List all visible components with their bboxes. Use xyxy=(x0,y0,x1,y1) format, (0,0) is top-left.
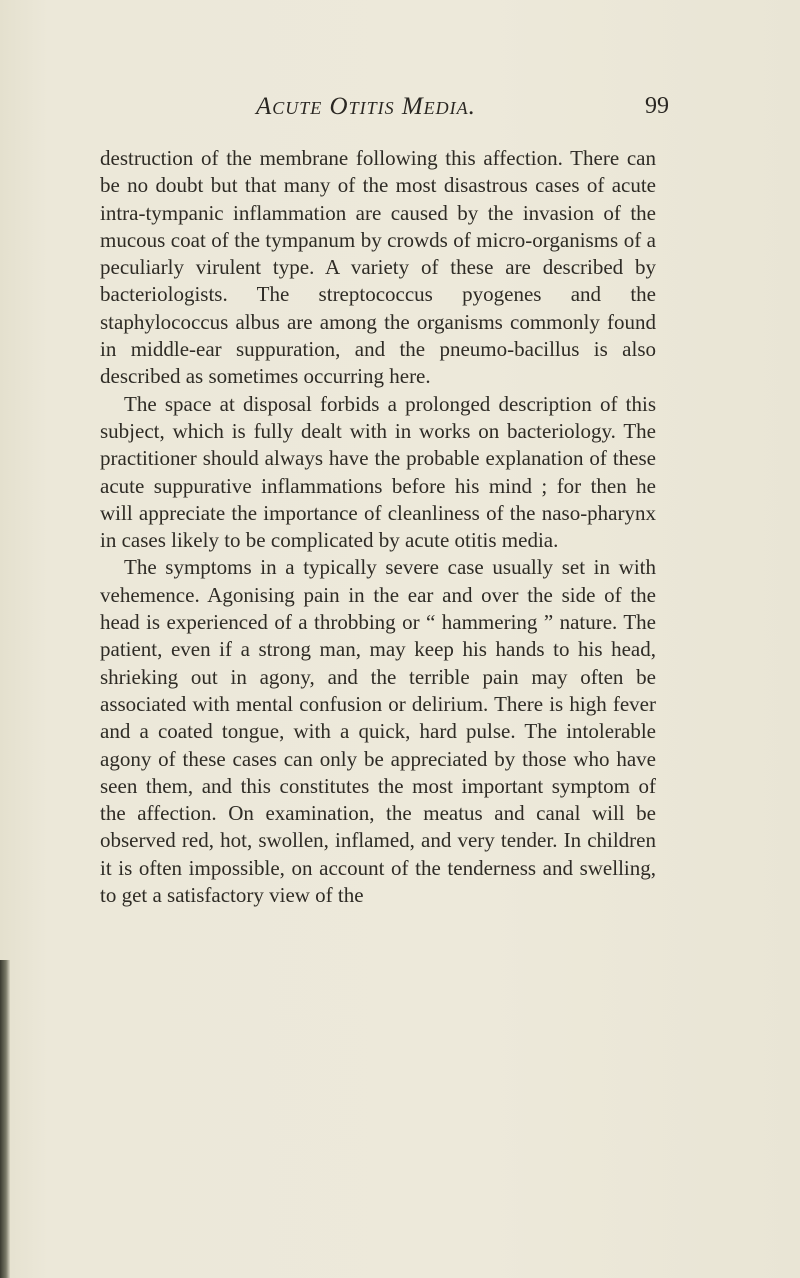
paragraph-continuation: destruction of the membrane following this affection. There can be no doubt but that many of the most disastrous cases of acute intra-tympanic inflammation are caused by the invasion of the mucous coat of the tympanum by crowds of micro-organisms of a peculiarly virulent type. A variety of these are described by bacteriologists. The streptococcus pyogenes and the staphylococcus albus are among the organisms commonly found in middle-ear suppuration, and the pneumo-bacillus is also described as sometimes occurring here. xyxy=(100,146,656,389)
page-header xyxy=(0,93,800,133)
paragraph-bacteriology: The space at disposal forbids a prolonged description of this subject, which is fully dealt with in works on bacteriology. The practitioner should always have the probable explanation of these acute suppurative inflammations before his mind ; for then he will appreciate the importance of cleanliness of the naso-pharynx in cases likely to be complicated by acute otitis media. xyxy=(100,391,656,553)
page-number: 99 xyxy=(645,93,669,119)
body-text xyxy=(100,145,656,909)
page-spine-shadow xyxy=(0,960,10,1278)
running-title: Acute Otitis Media. xyxy=(256,93,476,120)
paragraph-symptoms: The symptoms in a typically severe case usually set in with vehemence. Agonising pain in the ear and over the side of the head is experienced of a throbbing or “ hammering ” nature. The patient, even if a strong man, may keep his hands to his head, shrieking out in agony, and the terrible pain may often be associated with mental confusion or delirium. There is high fever and a coated tongue, with a quick, hard pulse. The intolerable agony of these cases can only be appreciated by those who have seen them, and this constitutes the most important symptom of the affection. On examination, the meatus and canal will be observed red, hot, swollen, inflamed, and very tender. In children it is often impossible, on account of the tenderness and swelling, to get a satisfactory view of the xyxy=(100,555,656,908)
